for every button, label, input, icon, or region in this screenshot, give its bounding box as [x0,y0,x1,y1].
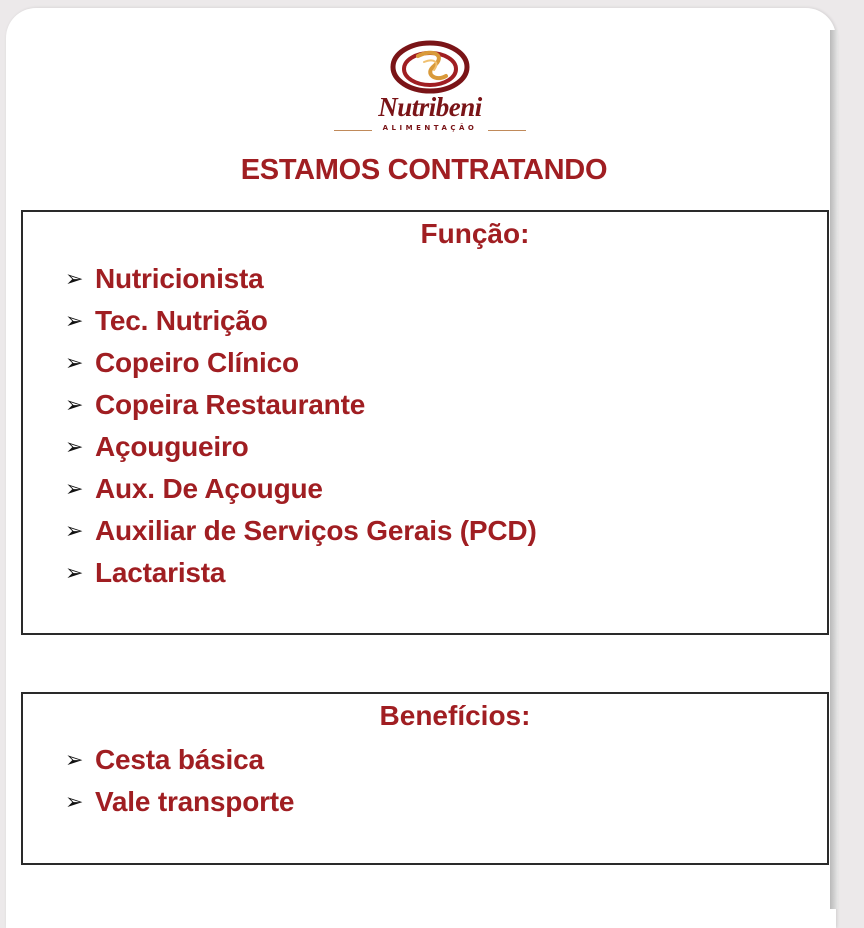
list-item [65,739,294,781]
list-item-label: Auxiliar de Serviços Gerais (PCD) [95,515,537,546]
flyer-page [6,8,836,928]
list-item-label: Lactarista [95,557,226,588]
list-item [65,552,537,594]
list-item-label: Cesta básica [95,744,264,775]
arrowhead-bullet-icon: ➢ [65,790,84,815]
list-item [65,510,537,552]
beneficios-list [65,739,294,823]
list-item-label: Açougueiro [95,431,249,462]
logo-wordmark: Nutribeni [378,92,482,122]
arrowhead-bullet-icon: ➢ [65,267,84,292]
list-item [65,468,537,510]
list-item-label: Aux. De Açougue [95,473,323,504]
list-item-label: Nutricionista [95,263,264,294]
tagline-divider [334,130,372,131]
list-item [65,781,294,823]
beneficios-box [21,692,829,865]
tagline-divider [488,130,526,131]
logo-tagline-row [334,124,526,136]
hiring-headline: ESTAMOS CONTRATANDO [240,154,608,186]
arrowhead-bullet-icon: ➢ [65,561,84,586]
arrowhead-bullet-icon: ➢ [65,393,84,418]
list-item [65,258,537,300]
funcao-box [21,210,829,635]
list-item-label: Vale transporte [95,786,295,817]
arrowhead-bullet-icon: ➢ [65,351,84,376]
page-edge-shadow [830,30,838,909]
funcao-title: Função: [420,218,530,249]
list-item-label: Copeiro Clínico [95,347,299,378]
nutribeni-logo [332,40,528,138]
list-item [65,300,537,342]
beneficios-title: Benefícios: [379,700,531,731]
arrowhead-bullet-icon: ➢ [65,519,84,544]
funcao-list [65,258,537,594]
list-item [65,426,537,468]
list-item-label: Copeira Restaurante [95,389,366,420]
arrowhead-bullet-icon: ➢ [65,435,84,460]
list-item [65,342,537,384]
nutribeni-swirl-logo [390,40,470,94]
arrowhead-bullet-icon: ➢ [65,309,84,334]
arrowhead-bullet-icon: ➢ [65,748,84,773]
list-item [65,384,537,426]
list-item-label: Tec. Nutrição [95,305,268,336]
arrowhead-bullet-icon: ➢ [65,477,84,502]
logo-tagline: ALIMENTAÇÃO [382,124,478,132]
